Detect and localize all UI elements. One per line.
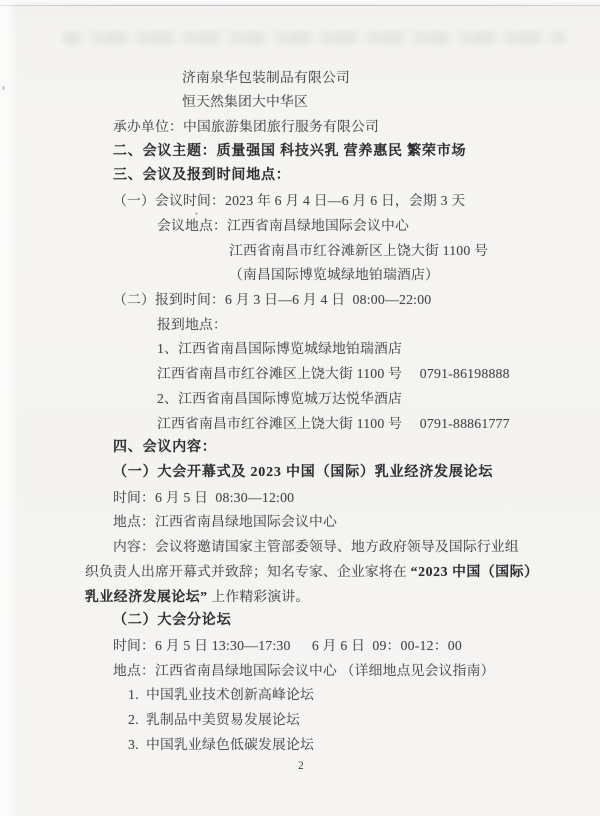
page-number: 2 [298,760,304,772]
text-line: 3. 中国乳业绿色低碳发展论坛 [128,736,315,752]
bleed-through-smudge [62,31,567,45]
text-line: 江西省南昌市红谷滩区上饶大街 1100 号 0791-88861777 [157,415,510,431]
text-line: （南昌国际博览城绿地铂瑞酒店） [229,267,439,283]
document-body [0,66,600,758]
text-line: 内容：会议将邀请国家主管部委领导、地方政府领导及国际行业组 [113,539,519,555]
text-run: 上作精彩演讲。 [207,588,310,604]
text-line: （二）大会分论坛 [113,613,232,629]
text-line: 三、会议及报到时间地点： [113,168,291,184]
text-line: 济南泉华包装制品有限公司 [182,69,350,85]
text-line: 时间：6 月 5 日 13:30—17:30 6 月 6 日 09：00-12：00 [113,638,462,654]
text-line: 2. 乳制品中美贸易发展论坛 [128,712,301,728]
scan-speck [2,86,5,90]
text-line: 时间：6 月 5 日 08:30—12:00 [113,489,295,505]
text-line: 四、会议内容： [113,440,217,456]
text-line: （一）会议时间：2023 年 6 月 4 日—6 月 6 日，会期 3 天 [113,193,466,209]
text-line: 2、江西省南昌国际博览城万达悦华酒店 [157,390,403,406]
text-line [0,585,600,610]
text-line: 江西省南昌市红谷滩新区上饶大街 1100 号 [229,242,489,258]
text-line: （二）报到时间：6 月 3 日—6 月 4 日 08:00—22:00 [113,291,432,307]
text-run: 织负责人出席开幕式并致辞；知名专家、企业家将在 [85,563,411,579]
text-line: 江西省南昌市红谷滩区上饶大街 1100 号 0791-86198888 [157,366,510,382]
text-line: 地点：江西省南昌绿地国际会议中心 （详细地点见会议指南） [113,662,495,678]
text-line: 地点：江西省南昌绿地国际会议中心 [113,514,337,530]
scan-top-edge-line [0,5,600,6]
text-line [0,560,600,585]
text-line: 二、会议主题：质量强国 科技兴乳 营养惠民 繁荣市场 [113,143,467,159]
text-line: 报到地点： [157,316,227,332]
text-line: 1、江西省南昌国际博览城绿地铂瑞酒店 [157,341,403,357]
text-run: 乳业经济发展论坛” [85,588,208,604]
text-line: 1. 中国乳业技术创新高峰论坛 [128,687,315,703]
text-line: 会议地点：江西省南昌绿地国际会议中心 [157,217,409,233]
text-line: 恒天然集团大中华区 [182,94,308,110]
scan-speck [195,212,198,215]
text-line: （一）大会开幕式及 2023 中国（国际）乳业经济发展论坛 [113,465,494,480]
scan-speck [499,369,502,372]
text-run: “2023 中国（国际） [410,563,539,579]
text-line: 承办单位：中国旅游集团旅行服务有限公司 [113,118,379,134]
